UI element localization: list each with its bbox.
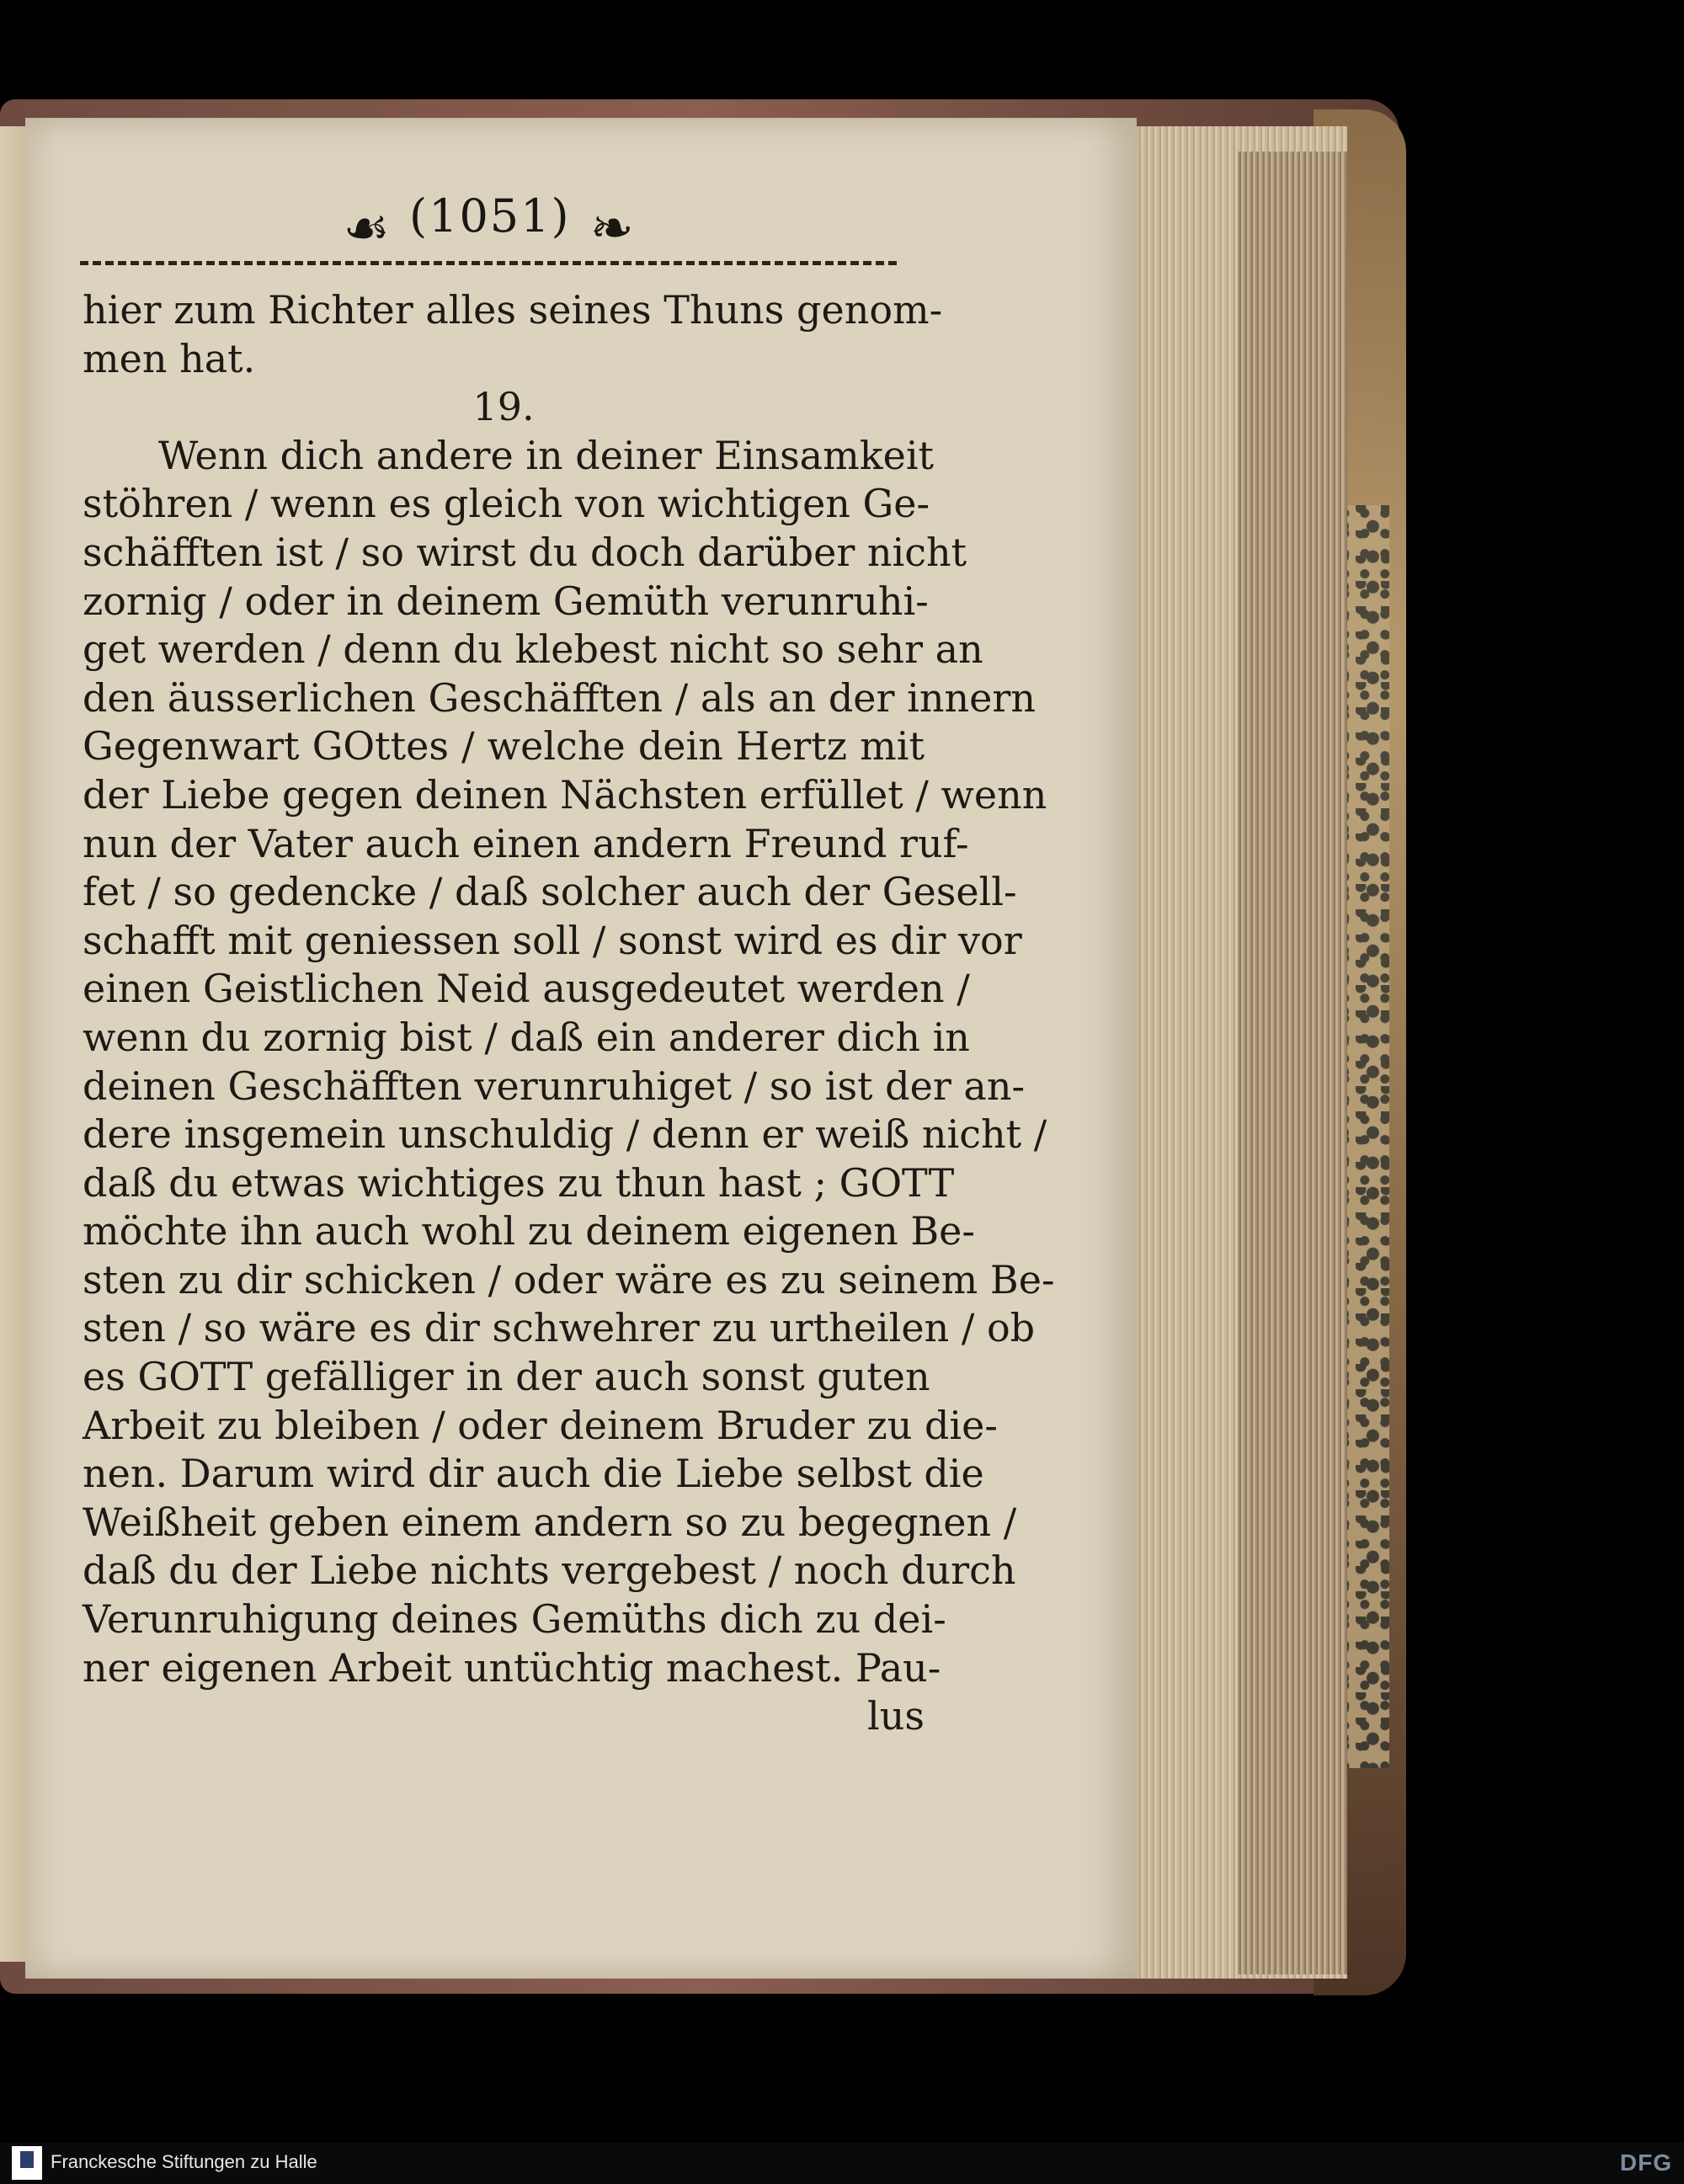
- viewer-footer: [0, 2143, 1684, 2184]
- text-line: sten zu dir schicken / oder wäre es zu seinem Be-: [83, 1256, 1055, 1302]
- text-line: schafft mit geniessen soll / sonst wird es dir vor: [83, 917, 1022, 963]
- text-line: möchte ihn auch wohl zu deinem eigenen Be-: [83, 1208, 975, 1254]
- section-number: 19.: [472, 384, 535, 430]
- page-body-text: [83, 286, 1055, 1741]
- text-line: ner eigenen Arbeit untüchtig machest. Pau-: [83, 1644, 941, 1691]
- text-line: Gegenwart GOttes / welche dein Hertz mit: [83, 723, 925, 770]
- text-line: nen. Darum wird dir auch die Liebe selbst die: [83, 1451, 984, 1497]
- catchword: lus: [867, 1693, 925, 1739]
- institution-logo-icon: [12, 2146, 42, 2180]
- text-line: men hat.: [83, 335, 256, 381]
- text-line: Verunruhigung deines Gemüths dich zu dei-: [83, 1596, 946, 1643]
- dfg-logo: DFG: [1619, 2149, 1672, 2176]
- text-line: schäfften ist / so wirst du doch darüber nicht: [83, 529, 967, 575]
- text-line: stöhren / wenn es gleich von wichtigen Ge-: [83, 481, 930, 527]
- text-line: hier zum Richter alles seines Thuns genom-: [83, 287, 943, 333]
- text-line: es GOTT gefälliger in der auch sonst guten: [83, 1354, 930, 1400]
- institution-name: Franckesche Stiftungen zu Halle: [51, 2151, 317, 2172]
- text-line: deinen Geschäfften verunruhiget / so ist der an-: [83, 1063, 1026, 1109]
- text-line: wenn du zornig bist / daß ein anderer dich in: [83, 1014, 970, 1060]
- text-line: dere insgemein unschuldig / denn er weiß nicht /: [83, 1111, 1047, 1158]
- text-line: sten / so wäre es dir schwehrer zu urtheilen / ob: [83, 1305, 1036, 1351]
- text-line: einen Geistlichen Neid ausgedeutet werden /: [83, 966, 970, 1012]
- text-line: der Liebe gegen deinen Nächsten erfüllet / wenn: [83, 771, 1047, 818]
- header-ornament-right-icon: ❧: [589, 197, 634, 258]
- text-line: daß du etwas wichtiges zu thun hast ; GOTT: [83, 1159, 955, 1206]
- text-line: Weißheit geben einem andern so zu begegnen /: [83, 1499, 1017, 1545]
- text-line: zornig / oder in deinem Gemüth verunruhi-: [83, 578, 929, 624]
- text-line: get werden / denn du klebest nicht so sehr an: [83, 626, 983, 673]
- text-line: nun der Vater auch einen andern Freund ruf-: [83, 820, 969, 866]
- text-line: Arbeit zu bleiben / oder deinem Bruder zu die-: [83, 1402, 998, 1448]
- text-line: daß du der Liebe nichts vergebest / noch durch: [83, 1547, 1016, 1594]
- page-stack-edges-inner: [1238, 152, 1347, 1974]
- text-line: fet / so gedencke / daß solcher auch der Gesell-: [83, 869, 1017, 915]
- text-line: den äusserlichen Geschäfften / als an der innern: [83, 674, 1036, 721]
- page-number: (1051): [409, 189, 571, 242]
- header-rule: [80, 261, 897, 272]
- page-header: [84, 189, 893, 265]
- header-ornament-left-icon: ☙: [343, 197, 390, 258]
- text-line: Wenn dich andere in deiner Einsamkeit: [158, 432, 935, 478]
